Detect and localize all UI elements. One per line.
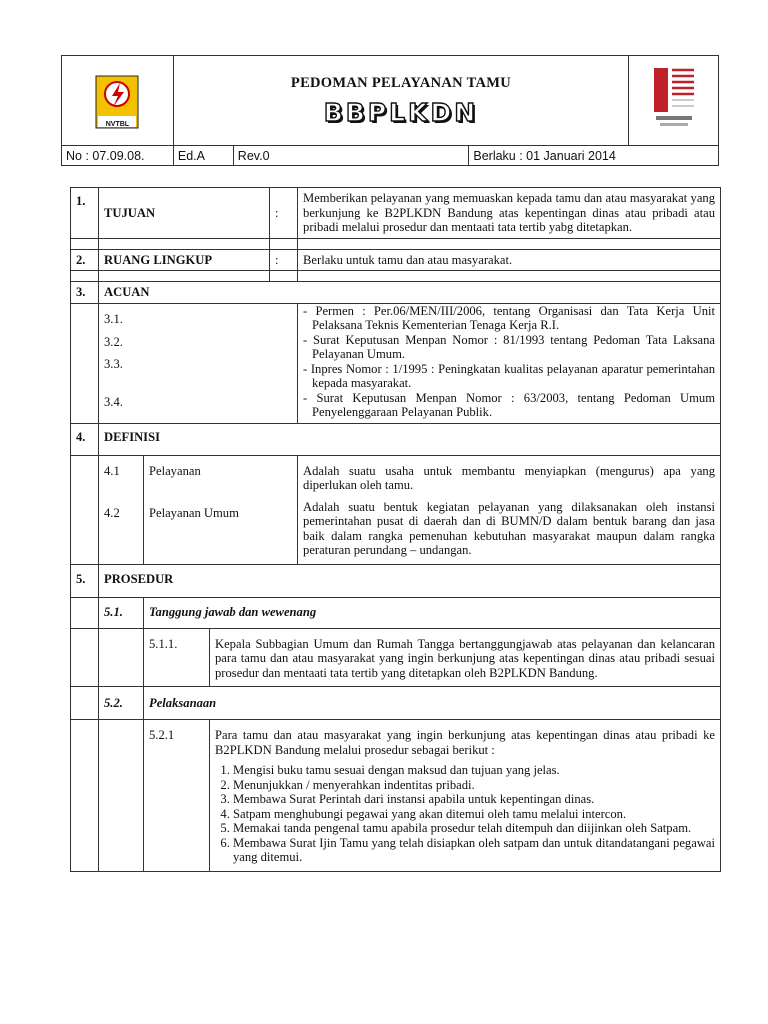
definition-text: Adalah suatu usaha untuk membantu menyiapkan (mengurus) apa yang diperlukan oleh tamu. xyxy=(303,463,716,492)
section-number: 2. xyxy=(71,249,99,271)
certification-logo xyxy=(629,56,719,146)
procedure-step: 1. Mengisi buku tamu sesuai dengan maksud dan tujuan yang jelas. xyxy=(233,763,715,778)
reference-item: - Surat Keputusan Menpan Nomor : 81/1993 tentang Pedoman Tata Laksana Pelayanan Umum. xyxy=(303,332,716,361)
document-subtitle: BBPLKDN xyxy=(323,97,479,127)
ref-number: 3.1. xyxy=(104,311,123,326)
document-header xyxy=(61,55,719,166)
item-5-1-1 xyxy=(71,628,721,687)
procedure-step: 3. Membawa Surat Perintah dari instansi apabila untuk kepentingan dinas. xyxy=(233,792,715,807)
definition-text: Adalah suatu bentuk kegiatan pelayanan yang dilaksanakan oleh instansi pemerintahan pusat di daerah dan di BUMN/D dalam bentuk barang dan jasa baik dalam rangka pemenuhan kebutuhan masyarakat maupun dalam rangka peraturan perundang – undangan. xyxy=(303,499,716,557)
doc-number: No : 07.09.08. xyxy=(62,146,174,166)
section-number: 1. xyxy=(71,188,99,239)
definition-numbers xyxy=(99,455,144,564)
reference-item: - Permen : Per.06/MEN/III/2006, tentang Organisasi dan Tata Kerja Unit Pelaksana Teknis Kementerian Tenaga Kerja R.I. xyxy=(303,303,716,332)
definition-number: 4.2 xyxy=(104,505,120,520)
acuan-references xyxy=(298,303,721,423)
procedure-steps xyxy=(215,763,715,865)
section-ruang-lingkup xyxy=(71,249,721,271)
definisi-list xyxy=(71,455,721,564)
item-number: 5.1.1. xyxy=(144,628,210,687)
doc-edition: Ed.A xyxy=(173,146,233,166)
item-text: Para tamu dan atau masyarakat yang ingin berkunjung atas kepentingan dinas atau pribadi ke B2PLKDN Bandung melalui prosedur sebagai berikut : xyxy=(215,728,716,757)
subsection-5-1 xyxy=(71,597,721,628)
section-tujuan xyxy=(71,188,721,239)
section-label: ACUAN xyxy=(99,282,721,304)
institution-logo xyxy=(62,56,174,146)
section-text: Berlaku untuk tamu dan atau masyarakat. xyxy=(298,249,721,271)
item-text: Kepala Subbagian Umum dan Rumah Tangga bertanggungjawab atas pelayanan dan kelancaran para tamu dan atau masyarakat yang ingin berkunjung atas kepentingan dinas atau pribadi sesuai prosedur dan mentaati tata tertib yang ditetapkan oleh B2PLKDN Bandung. xyxy=(210,628,721,687)
definition-term: Pelayanan Umum xyxy=(149,505,239,520)
ref-number: 3.2. xyxy=(104,334,123,349)
reference-item: - Surat Keputusan Menpan Nomor : 63/2003, tentang Pedoman Umum Penyelenggaraan Pelayanan Publik. xyxy=(303,390,716,419)
procedure-table xyxy=(70,187,721,872)
section-colon: : xyxy=(270,188,298,239)
section-acuan xyxy=(71,282,721,304)
subsection-title: Pelaksanaan xyxy=(144,687,721,720)
section-label: PROSEDUR xyxy=(99,564,721,597)
acuan-list xyxy=(71,303,721,423)
section-prosedur xyxy=(71,564,721,597)
procedure-step: 6. Membawa Surat Ijin Tamu yang telah disiapkan oleh satpam dan untuk ditandatangani pegawai yang ditemui. xyxy=(233,836,715,865)
document-title: PEDOMAN PELAYANAN TAMU xyxy=(290,74,511,91)
section-label: DEFINISI xyxy=(99,423,721,455)
section-label: TUJUAN xyxy=(99,188,270,239)
procedure-step: 2. Menunjukkan / menyerahkan indentitas pribadi. xyxy=(233,778,715,793)
section-number: 3. xyxy=(71,282,99,304)
section-number: 4. xyxy=(71,423,99,455)
subsection-5-2 xyxy=(71,687,721,720)
item-5-2-1 xyxy=(71,720,721,872)
item-content xyxy=(210,720,721,872)
section-colon: : xyxy=(270,249,298,271)
item-number: 5.2.1 xyxy=(144,720,210,872)
subsection-title: Tanggung jawab dan wewenang xyxy=(144,597,721,628)
section-number: 5. xyxy=(71,564,99,597)
iso-certification-icon xyxy=(650,66,698,130)
section-text: Memberikan pelayanan yang memuaskan kepada tamu dan atau masyarakat yang berkunjung ke B2PLKDN Bandung atas kepentingan dinas atau pribadi atau pribadi melalui prosedur dan mentaati tata tertib yabg ditetapkan. xyxy=(298,188,721,239)
definition-texts xyxy=(298,455,721,564)
procedure-step: 4. Satpam menghubungi pegawai yang akan ditemui oleh tamu melalui intercon. xyxy=(233,807,715,822)
ref-number: 3.3. xyxy=(104,356,123,371)
section-label: RUANG LINGKUP xyxy=(99,249,270,271)
title-cell xyxy=(173,56,628,146)
definition-terms xyxy=(144,455,298,564)
reference-item: - Inpres Nomor : 1/1995 : Peningkatan kualitas pelayanan aparatur pemerintahan kepada masyarakat. xyxy=(303,361,716,390)
ref-number: 3.4. xyxy=(104,394,123,409)
definition-number: 4.1 xyxy=(104,463,120,478)
logo-text: NVTBL xyxy=(105,120,130,128)
section-definisi xyxy=(71,423,721,455)
doc-revision: Rev.0 xyxy=(233,146,469,166)
definition-term: Pelayanan xyxy=(149,463,201,478)
acuan-numbers xyxy=(99,303,298,423)
doc-effective-date: Berlaku : 01 Januari 2014 xyxy=(469,146,719,166)
procedure-step: 5. Memakai tanda pengenal tamu apabila prosedur telah ditempuh dan diijinkan oleh Satpam. xyxy=(233,821,715,836)
subsection-number: 5.2. xyxy=(99,687,144,720)
subsection-number: 5.1. xyxy=(99,597,144,628)
